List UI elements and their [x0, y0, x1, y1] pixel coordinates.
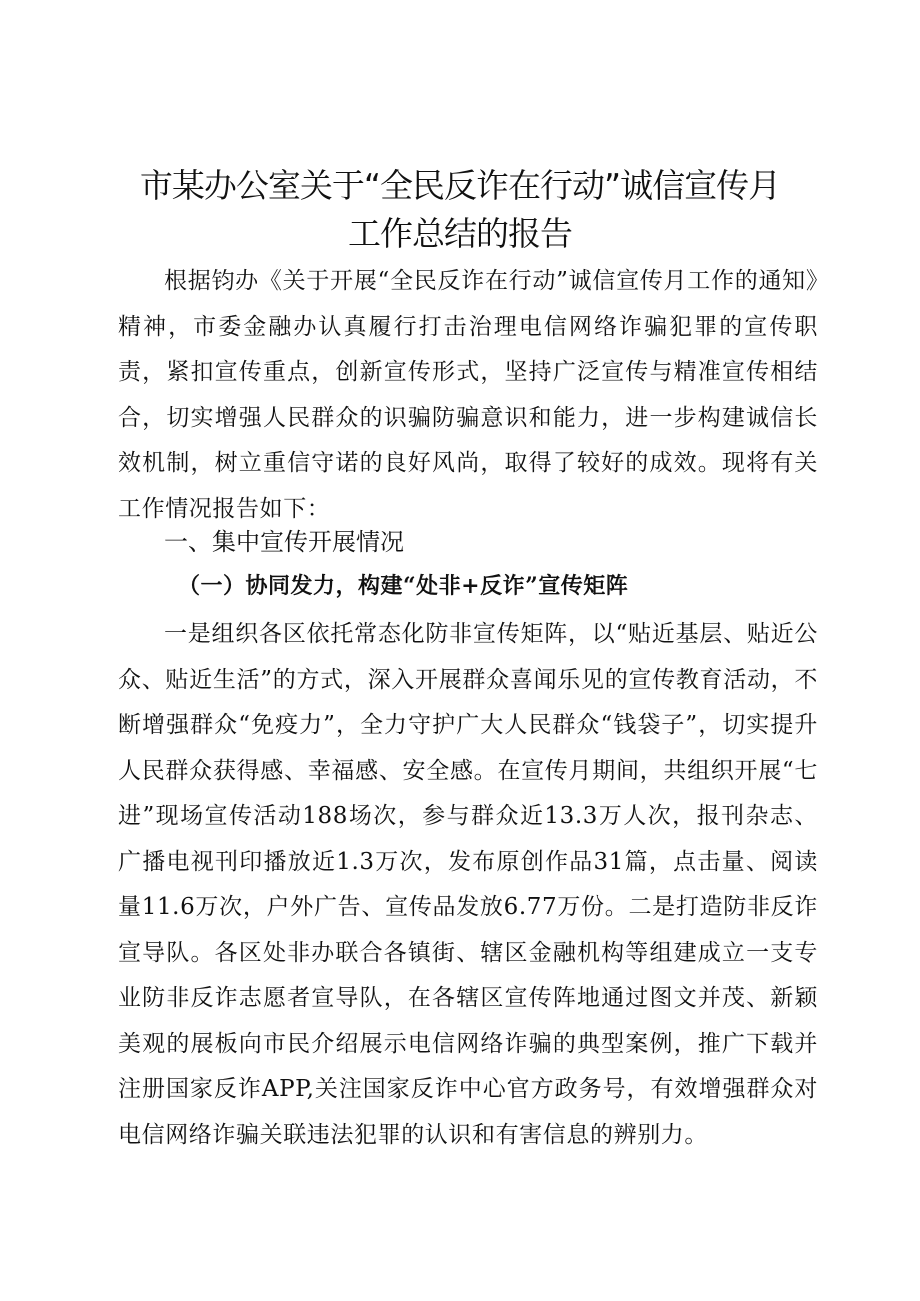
subsection-heading: （一）协同发力，构建“处非+反诈”宣传矩阵	[178, 573, 629, 599]
section-heading: 一、集中宣传开展情况	[164, 528, 404, 556]
document-title-line-2: 工作总结的报告	[348, 214, 572, 253]
body-paragraph: 一是组织各区依托常态化防非宣传矩阵，以“贴近基层、贴近公众、贴近生活”的方式，深入开展群众喜闻乐见的宣传教育活动，不断增强群众“免疫力”，全力守护广大人民群众“钱袋子”，切实提升人民群众获得感、幸福感、安全感。在宣传月期间，共组织开展“七进”现场宣传活动188场次，参与群众近13.3万人次，报刊杂志、广播电视刊印播放近1.3万次，发布原创作品31篇，点击量、阅读量11.6万次，户外广告、宣传品发放6.77万份。二是打造防非反诈宣导队。各区处非办联合各镇街、辖区金融机构等组建成立一支专业防非反诈志愿者宣导队，在各辖区宣传阵地通过图文并茂、新颖美观的展板向市民介绍展示电信网络诈骗的典型案例，推广下载并注册国家反诈APP,关注国家反诈中心官方政务号，有效增强群众对电信网络诈骗关联违法犯罪的认识和有害信息的辨别力。	[118, 621, 818, 1148]
document-title-line-1: 市某办公室关于“全民反诈在行动”诚信宣传月	[139, 166, 781, 205]
intro-paragraph: 根据钧办《关于开展“全民反诈在行动”诚信宣传月工作的通知》精神，市委金融办认真履行打击治理电信网络诈骗犯罪的宣传职责，紧扣宣传重点，创新宣传形式，坚持广泛宣传与精准宣传相结合，切实增强人民群众的识骗防骗意识和能力，进一步构建诚信长效机制，树立重信守诺的良好风尚，取得了较好的成效。现将有关工作情况报告如下：	[118, 268, 818, 522]
